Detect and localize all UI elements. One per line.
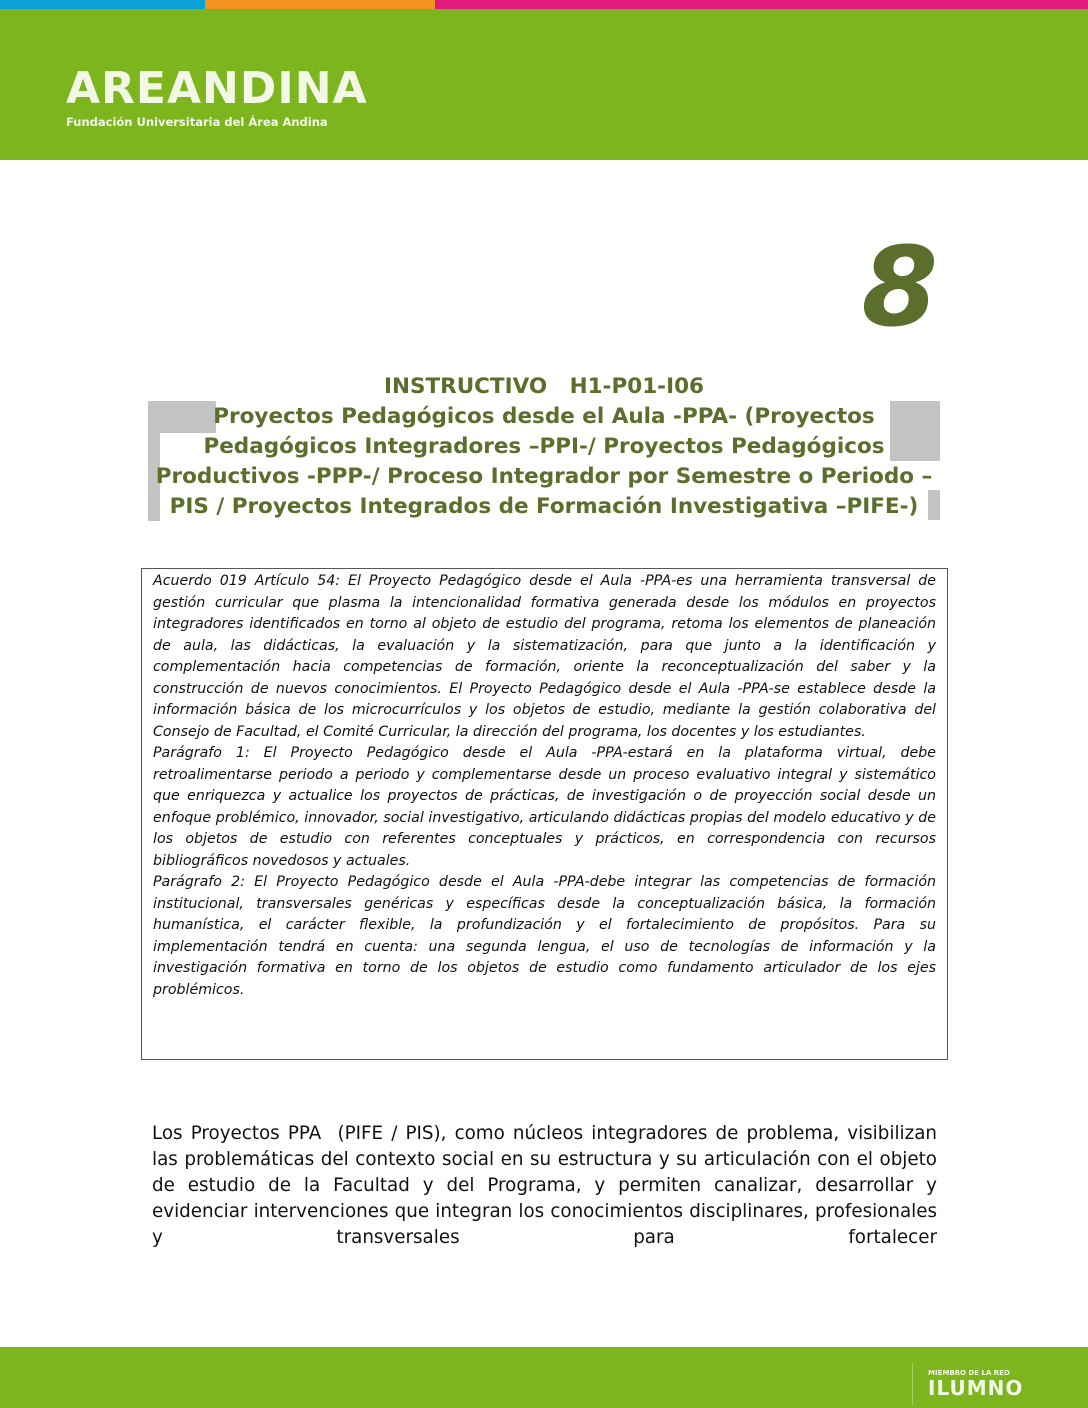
page-header xyxy=(0,9,1088,160)
color-stripe-blue xyxy=(0,0,205,9)
page-footer xyxy=(0,1347,1088,1408)
color-stripe-pink xyxy=(435,0,1088,9)
body-paragraph: Los Proyectos PPA (PIFE / PIS), como núcleos integradores de problema, visibilizan las problemáticas del contexto social en su estructura y su articulación con el objeto de estudio de la Facultad y del Programa, y permiten canalizar, desarrollar y evidenciar intervenciones que integran los conocimientos disciplinares, profesionales y transversales para fortalecer xyxy=(152,1123,943,1248)
color-stripe-orange xyxy=(205,0,435,9)
quote-paragraph-2: Parágrafo 2: El Proyecto Pedagógico desde el Aula -PPA-debe integrar las competencias de formación institucional, transversales genéricas y específicas desde la conceptualización básica, la formación humanística, el carácter flexible, la profundización y el fortalecimiento de propósitos. Para su implementación tendrá en cuenta: una segunda lengua, el uso de tecnologías de información y la investigación formativa en torno de los objetos de estudio como fundamento articulador de los ejes problémicos. xyxy=(153,874,936,998)
logo-wordmark: AREANDINA xyxy=(66,63,368,114)
network-label: MIEMBRO DE LA RED xyxy=(928,1369,1010,1377)
logo-subtitle: Fundación Universitaria del Área Andina xyxy=(66,115,328,129)
document-title xyxy=(148,372,940,522)
quote-article-54: Acuerdo 019 Artículo 54: El Proyecto Pedagógico desde el Aula -PPA-es una herramienta transversal de gestión curricular que plasma la intencionalidad formativa generada desde los módulos en proyectos integradores identificados en torno al objeto de estudio del programa, retoma los elementos de planeación de aula, las didácticas, la evaluación y la sistematización, para que junto a la identificación y complementación hacia competencias de formación, oriente la reconceptualización del saber y la construcción de nuevos conocimientos. El Proyecto Pedagógico desde el Aula -PPA-se establece desde la información básica de los microcurrículos y los objetos de estudio, mediante la gestión colaborativa del Consejo de Facultad, el Comité Curricular, la dirección del programa, los docentes y los estudiantes. xyxy=(153,573,936,740)
page-number: 8 xyxy=(861,223,938,351)
footer-divider xyxy=(912,1363,913,1405)
title-line: Pedagógicos Integradores –PPI-/ Proyectos Pedagógicos xyxy=(203,434,885,459)
title-line: Productivos -PPP-/ Proceso Integrador por Semestre o Periodo – xyxy=(155,464,933,489)
title-line: PIS / Proyectos Integrados de Formación Investigativa –PIFE-) xyxy=(169,494,919,519)
quote-paragraph-1: Parágrafo 1: El Proyecto Pedagógico desde el Aula -PPA-estará en la plataforma virtual, debe retroalimentarse periodo a periodo y complementarse desde un proceso evaluativo integral y sistemático que enriquezca y actualice los proyectos de prácticas, de investigación o de proyección social desde un enfoque problémico, innovador, social investigativo, articulando didácticas propias del modelo educativo y de los objetos de estudio con referentes conceptuales y prácticos, en correspondencia con recursos bibliográficos novedosos y actuales. xyxy=(153,745,936,869)
areandina-logo xyxy=(66,63,368,129)
agreement-quote-box xyxy=(141,568,948,1060)
network-name: ILUMNO xyxy=(928,1376,1024,1400)
title-code: INSTRUCTIVO H1-P01-I06 xyxy=(384,374,704,399)
top-color-bar xyxy=(0,0,1088,9)
ilumno-logo xyxy=(928,1369,1023,1399)
title-line: Proyectos Pedagógicos desde el Aula -PPA- (Proyectos xyxy=(213,404,875,429)
